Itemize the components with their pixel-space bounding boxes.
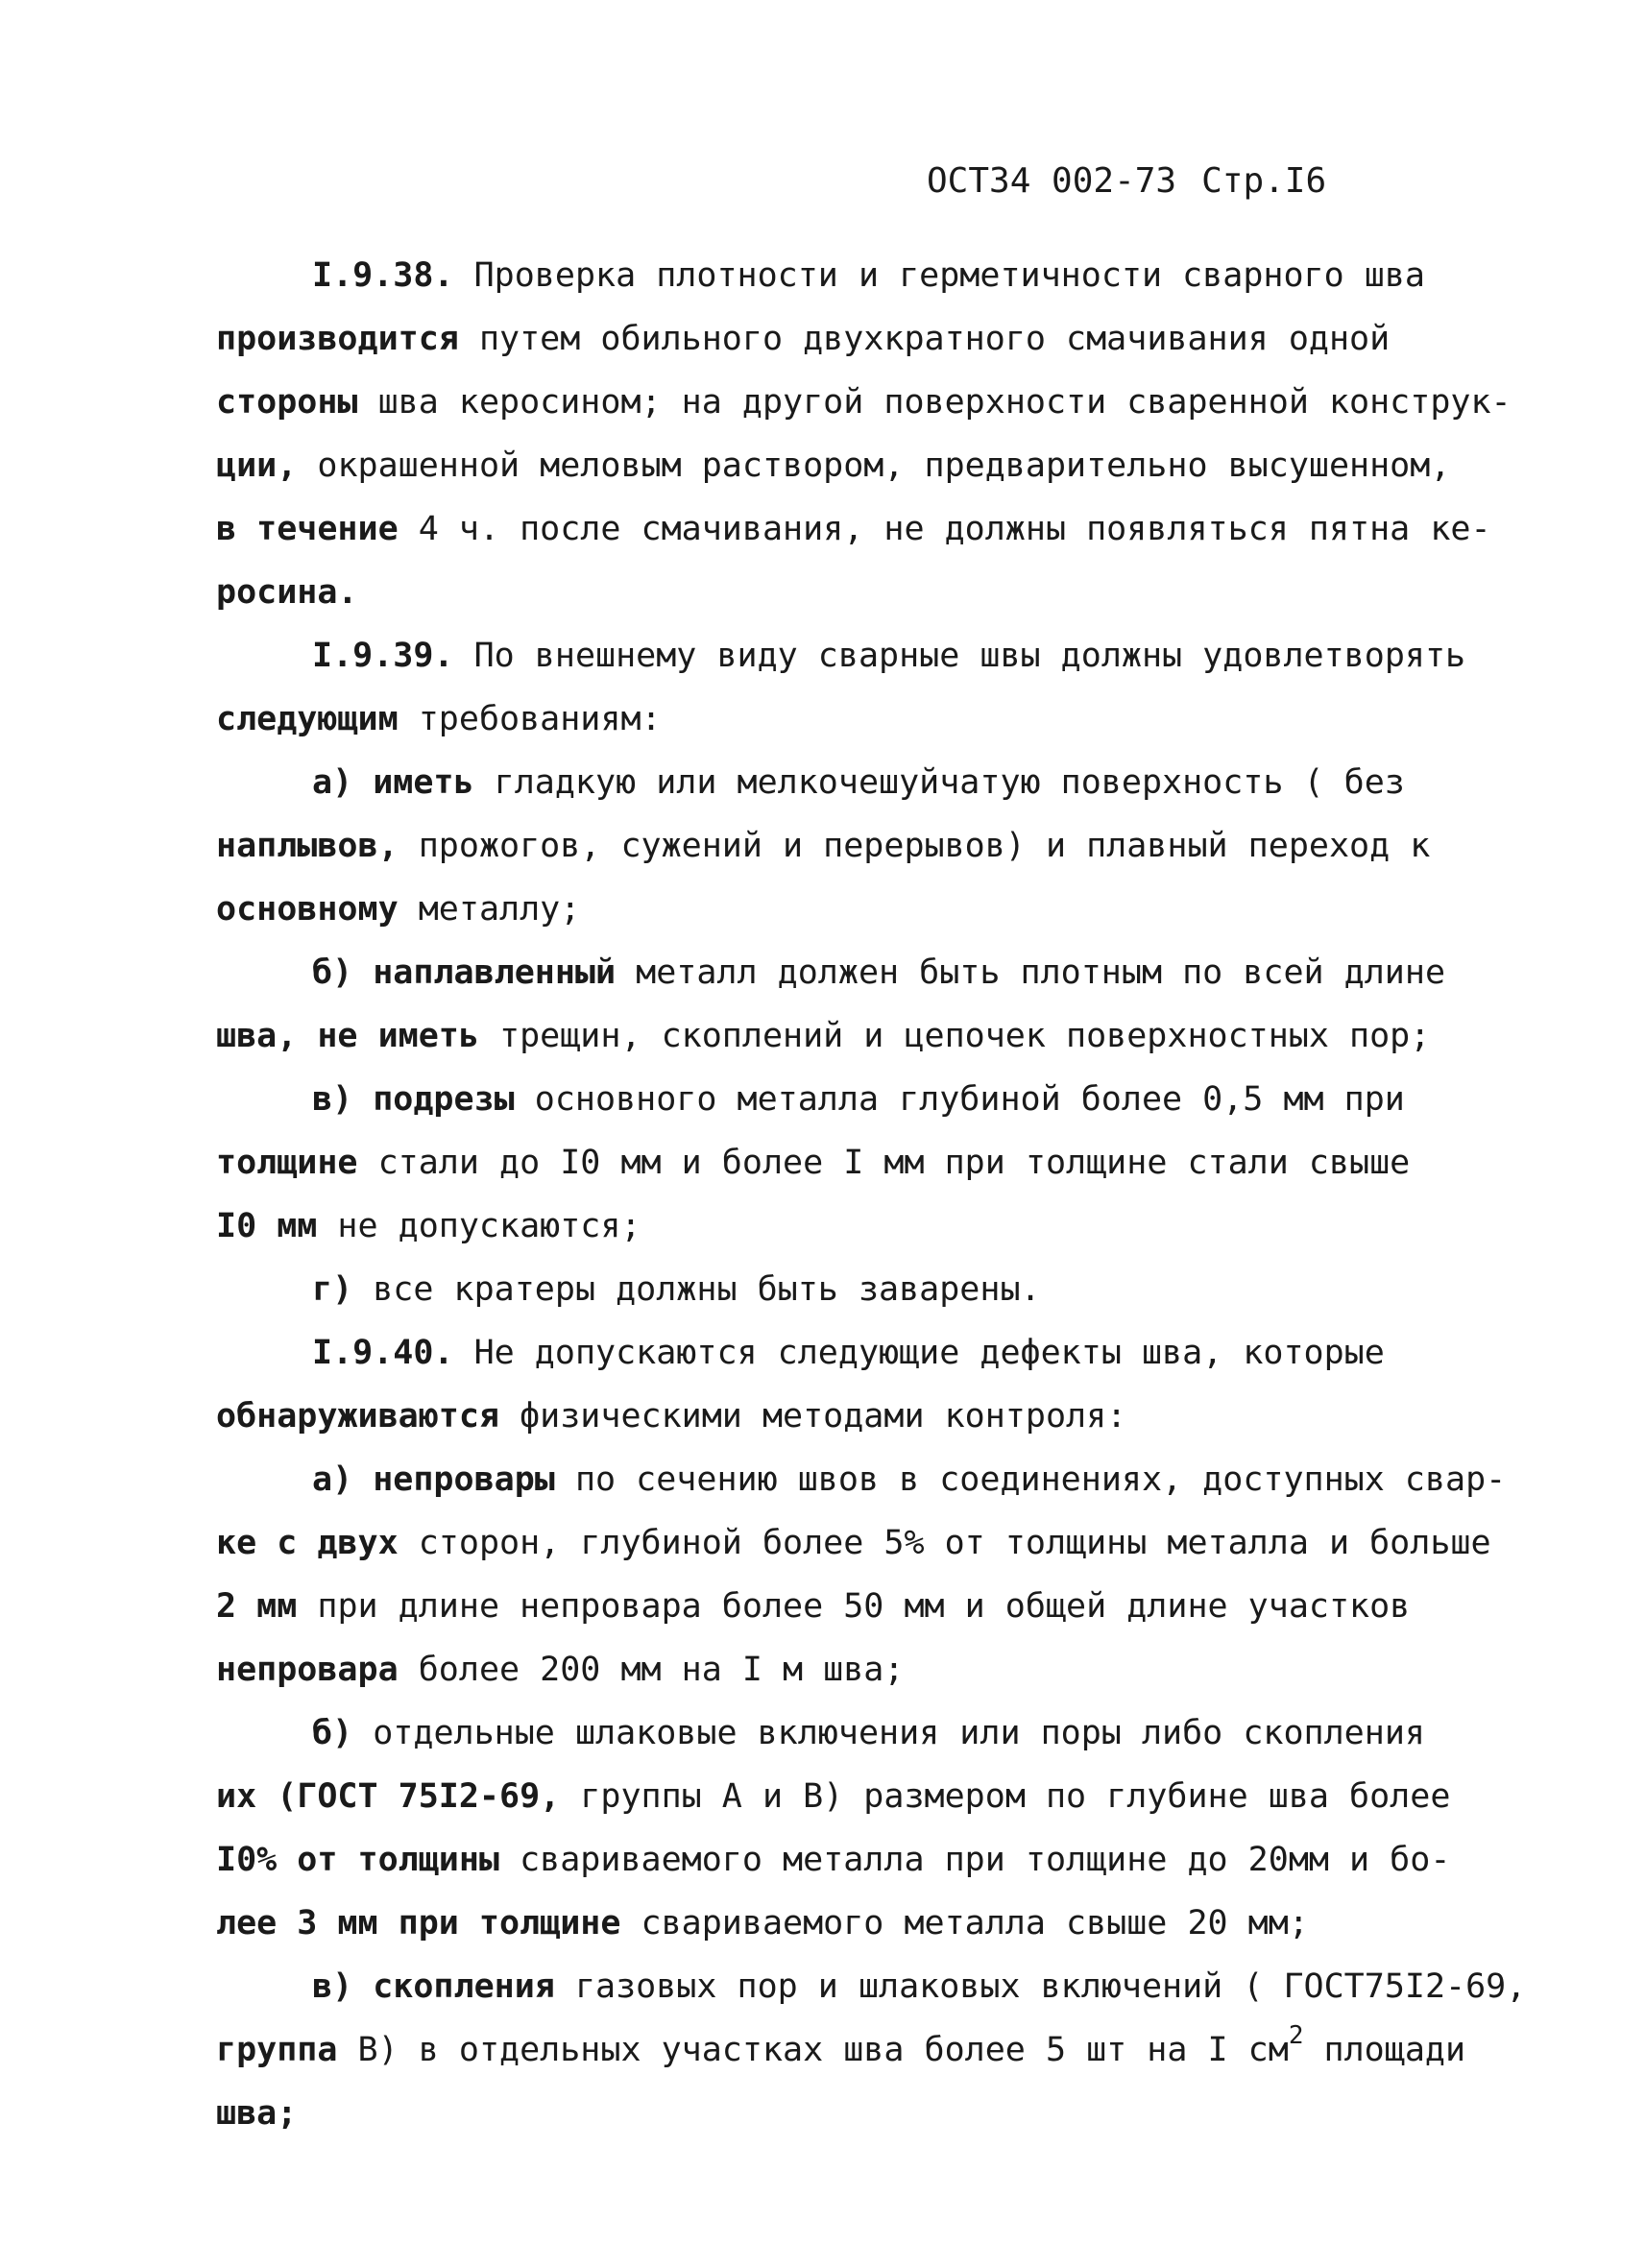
superscript: 2 [1288, 2021, 1304, 2050]
text-line: I.9.39. По внешнему виду сварные швы должны удовлетворять [312, 637, 1466, 675]
text-line: I0 мм не допускаются; [216, 1207, 641, 1245]
text-line: ке с двух сторон, глубиной более 5% от толщины металла и больше [216, 1524, 1491, 1562]
text-line: обнаруживаются физическими методами контроля: [216, 1397, 1127, 1436]
text-line: толщине стали до I0 мм и более I мм при толщине стали свыше [216, 1144, 1411, 1182]
document-code: ОСТ34 002-73 [927, 161, 1177, 201]
text-line: группа В) в отдельных участках шва более 5 шт на I $см^2$ площади [216, 2021, 1466, 2069]
text-line: а) иметь гладкую или мелкочешуйчатую поверхность ( без [312, 763, 1405, 802]
text-line: ции, окрашенной меловым раствором, предварительно высушенном, [216, 446, 1451, 485]
text-line: шва; [216, 2094, 298, 2133]
text-line: росина. [216, 573, 358, 612]
page-number: Стр.I6 [1201, 161, 1327, 201]
text-line: в течение 4 ч. после смачивания, не должны появляться пятна ке- [216, 510, 1491, 548]
text-line: 2 мм при длине непровара более 50 мм и общей длине участков [216, 1587, 1411, 1626]
text-line: в) подрезы основного металла глубиной более 0,5 мм при [312, 1080, 1405, 1119]
text-line: стороны шва керосином; на другой поверхности сваренной конструк- [216, 383, 1512, 422]
text-line: б) наплавленный металл должен быть плотным по всей длине [312, 953, 1446, 992]
text-line: наплывов, прожогов, сужений и перерывов) и плавный переход к [216, 827, 1431, 865]
text-line: производится путем обильного двухкратного смачивания одной [216, 320, 1391, 358]
text-line: I0% от толщины свариваемого металла при толщине до 20мм и бо- [216, 1841, 1451, 1879]
text-line: б) отдельные шлаковые включения или поры либо скопления [312, 1714, 1425, 1752]
text-line: шва, не иметь трещин, скоплений и цепочек поверхностных пор; [216, 1017, 1431, 1055]
text-line: г) все кратеры должны быть заварены. [312, 1270, 1041, 1309]
text-line: непровара более 200 мм на I м шва; [216, 1651, 905, 1689]
text-line: следующим требованиям: [216, 700, 662, 738]
text-line: лее 3 мм при толщине свариваемого металла свыше 20 мм; [216, 1904, 1309, 1942]
text-line: их (ГОСТ 75I2-69, группы А и В) размером по глубине шва более [216, 1777, 1451, 1816]
text-line: I.9.38. Проверка плотности и герметичности сварного шва [312, 256, 1425, 295]
text-line: I.9.40. Не допускаются следующие дефекты шва, которые [312, 1334, 1385, 1372]
text-line: в) скопления газовых пор и шлаковых включений ( ГОСТ75I2-69, [312, 1967, 1527, 2006]
page-header [927, 161, 1326, 201]
text-line: а) непровары по сечению швов в соединениях, доступных свар- [312, 1460, 1507, 1499]
text-line: основному металлу; [216, 890, 581, 929]
